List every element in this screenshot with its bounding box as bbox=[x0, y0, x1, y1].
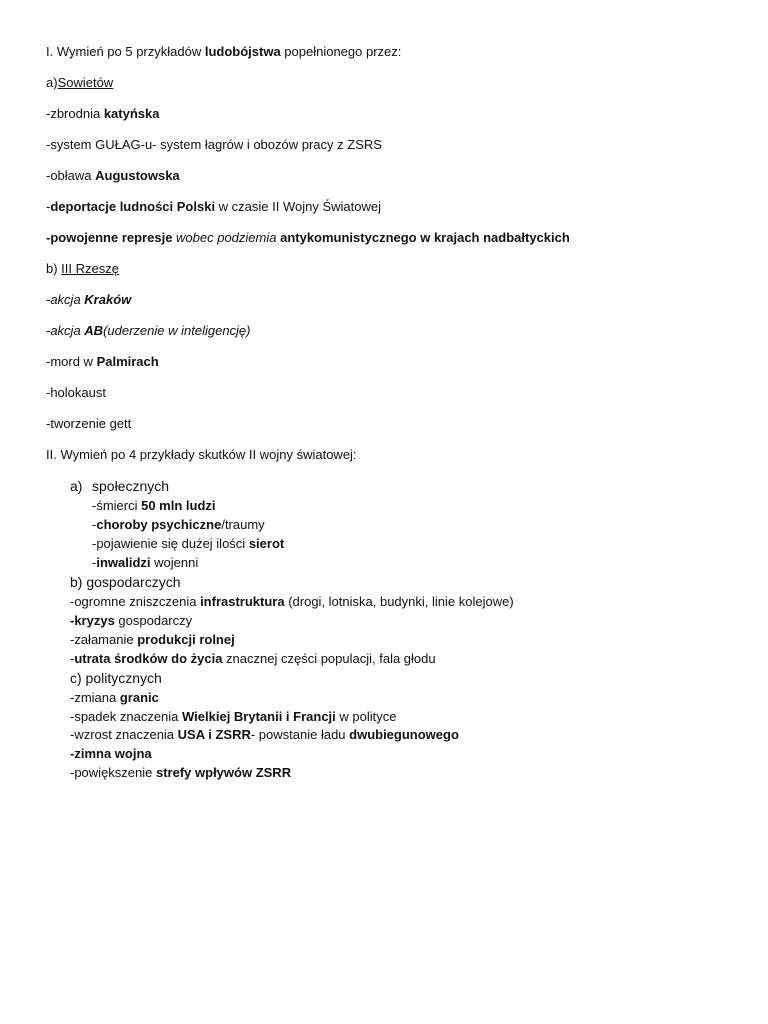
text-segment: -ogromne zniszczenia bbox=[70, 594, 201, 609]
text-segment: - bbox=[46, 199, 51, 214]
text-segment: -zbrodnia bbox=[46, 106, 104, 121]
text-segment: utrata środków do życia bbox=[74, 651, 223, 666]
text-line bbox=[46, 168, 180, 184]
text-segment: /traumy bbox=[221, 517, 265, 532]
text-segment: a) bbox=[46, 75, 58, 90]
text-segment: b) gospodarczych bbox=[70, 574, 181, 590]
text-segment: katyńska bbox=[103, 106, 160, 121]
text-segment: gospodarczy bbox=[114, 613, 193, 628]
text-segment: Augustowska bbox=[95, 168, 180, 183]
text-segment: USA i ZSRR bbox=[177, 727, 251, 742]
text-line bbox=[46, 323, 251, 339]
text-segment: (uderzenie w inteligencję) bbox=[103, 323, 251, 338]
text-line bbox=[70, 651, 436, 667]
text-segment: - bbox=[70, 651, 75, 666]
text-line bbox=[70, 632, 235, 648]
text-segment: -pojawienie się dużej ilości bbox=[92, 536, 249, 551]
text-line bbox=[46, 199, 381, 215]
list-label: a) bbox=[70, 478, 83, 494]
text-segment: -powiększenie bbox=[70, 765, 156, 780]
text-line bbox=[70, 765, 291, 781]
text-segment: b) bbox=[46, 261, 62, 276]
text-segment: Palmirach bbox=[96, 354, 159, 369]
text-segment: -wzrost znaczenia bbox=[70, 727, 178, 742]
text-line bbox=[46, 75, 113, 91]
text-line bbox=[70, 690, 159, 706]
text-segment: Kraków bbox=[84, 292, 132, 307]
text-segment: choroby psychiczne bbox=[96, 517, 222, 532]
text-segment: - bbox=[92, 555, 97, 570]
text-segment: inwalidzi bbox=[96, 555, 151, 570]
text-segment: znacznej części populacji, fala głodu bbox=[222, 651, 436, 666]
text-segment: infrastruktura bbox=[200, 594, 285, 609]
text-segment: -śmierci bbox=[92, 498, 142, 513]
text-segment: -holokaust bbox=[46, 385, 106, 400]
text-line bbox=[70, 709, 396, 725]
text-line bbox=[70, 574, 181, 590]
text-segment: deportacje ludności Polski bbox=[50, 199, 216, 214]
text-segment: produkcji rolnej bbox=[137, 632, 235, 647]
text-segment: - powstanie ładu bbox=[250, 727, 350, 742]
text-segment: popełnionego przez: bbox=[280, 44, 402, 59]
text-segment: -akcja bbox=[46, 323, 85, 338]
text-line bbox=[70, 727, 459, 743]
text-line bbox=[92, 498, 216, 514]
text-line bbox=[46, 230, 570, 246]
text-segment: wobec podziemia bbox=[172, 230, 281, 245]
text-line bbox=[46, 292, 131, 308]
text-segment: -system GUŁAG-u- system łagrów i obozów pracy z ZSRS bbox=[46, 137, 382, 152]
text-segment: I. Wymień po 5 przykładów bbox=[46, 44, 205, 59]
text-segment: wojenni bbox=[150, 555, 199, 570]
text-segment: -zmiana bbox=[70, 690, 120, 705]
text-segment: strefy wpływów ZSRR bbox=[156, 765, 292, 780]
text-line bbox=[46, 44, 401, 60]
text-segment: społecznych bbox=[92, 478, 170, 494]
text-line bbox=[92, 517, 265, 533]
text-line bbox=[46, 447, 357, 463]
text-segment: II. Wymień po 4 przykłady skutków II wojny światowej: bbox=[46, 447, 357, 462]
text-line bbox=[46, 354, 159, 370]
text-segment: antykomunistycznego w krajach nadbałtyckich bbox=[280, 230, 570, 245]
text-segment: -zimna wojna bbox=[70, 746, 152, 761]
text-segment: -powojenne represje bbox=[46, 230, 173, 245]
text-line bbox=[92, 536, 284, 552]
text-segment: AB bbox=[84, 323, 104, 338]
text-line bbox=[46, 385, 106, 401]
text-line bbox=[70, 670, 162, 686]
text-segment: -załamanie bbox=[70, 632, 138, 647]
text-line bbox=[46, 261, 119, 277]
text-segment: Sowietów bbox=[57, 75, 114, 90]
text-line bbox=[46, 106, 159, 122]
text-line bbox=[70, 594, 514, 610]
text-segment: -kryzys bbox=[70, 613, 115, 628]
text-line bbox=[46, 137, 382, 153]
text-segment: dwubiegunowego bbox=[349, 727, 459, 742]
text-segment: granic bbox=[119, 690, 159, 705]
text-segment: w polityce bbox=[335, 709, 397, 724]
text-segment: -tworzenie gett bbox=[46, 416, 132, 431]
text-segment: (drogi, lotniska, budynki, linie kolejowe) bbox=[284, 594, 514, 609]
text-segment: c) politycznych bbox=[70, 670, 162, 686]
text-segment: -spadek znaczenia bbox=[70, 709, 183, 724]
text-line bbox=[70, 478, 169, 494]
text-line bbox=[46, 416, 131, 432]
text-line bbox=[92, 555, 198, 571]
text-segment: -mord w bbox=[46, 354, 97, 369]
text-segment: Wielkiej Brytanii i Francji bbox=[182, 709, 336, 724]
text-line bbox=[70, 613, 192, 629]
text-segment: 50 mln ludzi bbox=[141, 498, 216, 513]
text-segment: ludobójstwa bbox=[204, 44, 281, 59]
text-segment: -obława bbox=[46, 168, 96, 183]
text-segment: - bbox=[92, 517, 97, 532]
text-segment: w czasie II Wojny Światowej bbox=[215, 199, 381, 214]
text-line bbox=[70, 746, 152, 762]
text-segment: III Rzeszę bbox=[61, 261, 119, 276]
text-segment: sierot bbox=[248, 536, 285, 551]
text-segment: -akcja bbox=[46, 292, 85, 307]
